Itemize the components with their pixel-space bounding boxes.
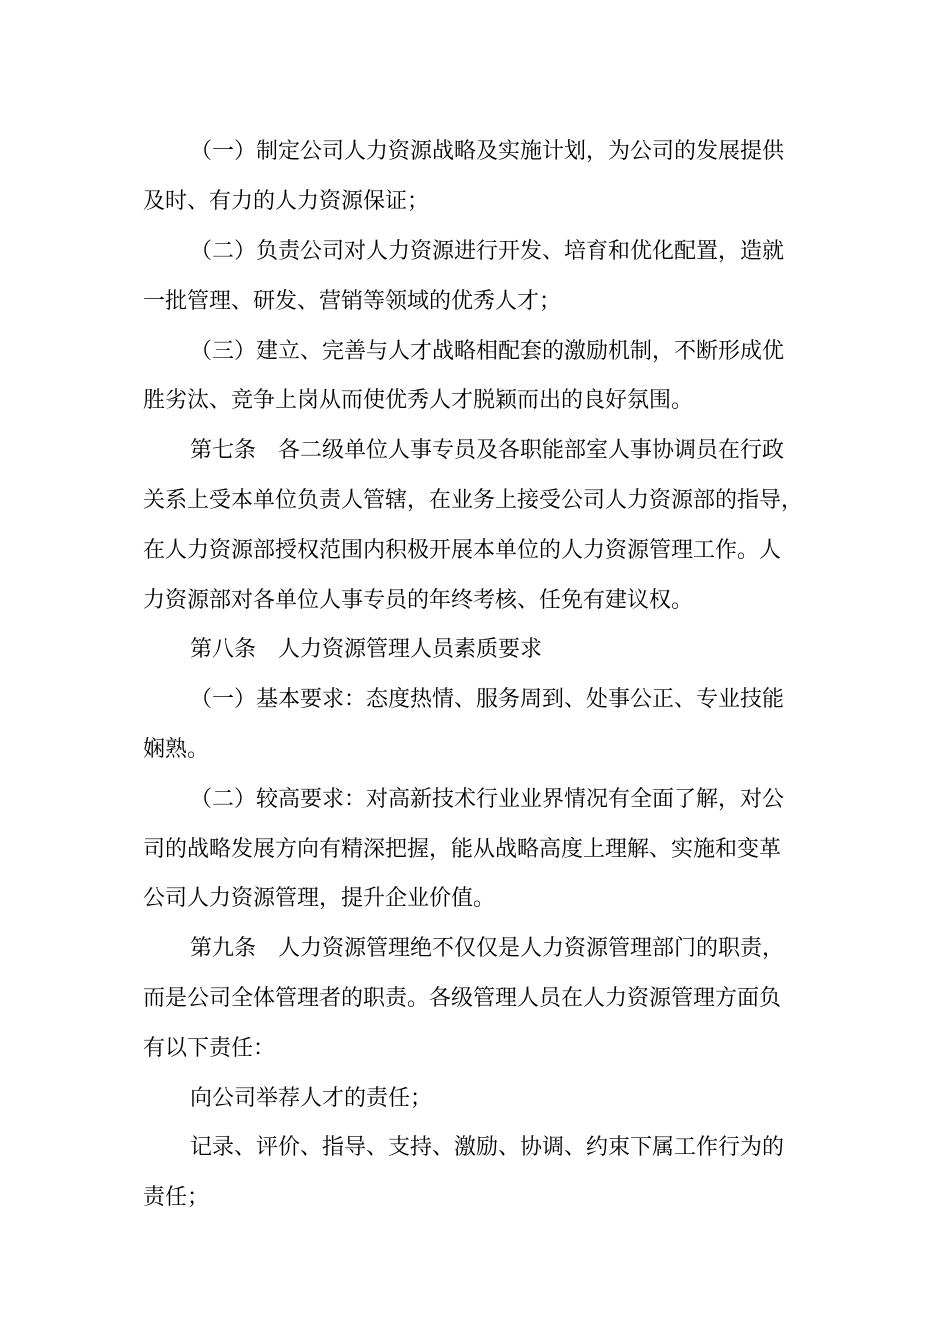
paragraph-line: 有以下责任： (143, 1036, 276, 1061)
paragraph-line: 一批管理、研发、营销等领域的优秀人才； (143, 289, 562, 314)
paragraph-line: （二）较高要求：对高新技术行业业界情况有全面了解，对公 (190, 787, 785, 812)
paragraph-line: 向公司举荐人才的责任； (190, 1086, 433, 1111)
paragraph-line: 公司人力资源管理，提升企业价值。 (143, 886, 496, 911)
paragraph-line: 力资源部对各单位人事专员的年终考核、任免有建议权。 (143, 588, 694, 613)
paragraph-line: 司的战略发展方向有精深把握，能从战略高度上理解、实施和变革 (143, 837, 782, 862)
paragraph-line: 关系上受本单位负责人管辖，在业务上接受公司人力资源部的指导， (143, 488, 804, 513)
paragraph-line: 记录、评价、指导、支持、激励、协调、约束下属工作行为的 (190, 1135, 785, 1160)
paragraph-line: 在人力资源部授权范围内积极开展本单位的人力资源管理工作。人 (143, 538, 782, 563)
paragraph-line: （一）基本要求：态度热情、服务周到、处事公正、专业技能 (190, 687, 785, 712)
paragraph-line: 而是公司全体管理者的职责。各级管理人员在人力资源管理方面负 (143, 986, 782, 1011)
article-7-heading-line: 第七条 各二级单位人事专员及各职能部室人事协调员在行政 (190, 438, 785, 463)
paragraph-line: 责任； (143, 1185, 210, 1210)
paragraph-line: （二）负责公司对人力资源进行开发、培育和优化配置，造就 (190, 239, 785, 264)
article-8-heading-line: 第八条 人力资源管理人员素质要求 (190, 637, 543, 662)
paragraph-line: （一）制定公司人力资源战略及实施计划，为公司的发展提供 (190, 139, 785, 164)
paragraph-line: 娴熟。 (143, 737, 210, 762)
article-9-heading-line: 第九条 人力资源管理绝不仅仅是人力资源管理部门的职责， (190, 936, 785, 961)
paragraph-line: 胜劣汰、竞争上岗从而使优秀人才脱颖而出的良好氛围。 (143, 388, 694, 413)
paragraph-line: 及时、有力的人力资源保证； (143, 189, 430, 214)
paragraph-line: （三）建立、完善与人才战略相配套的激励机制，不断形成优 (190, 339, 785, 364)
